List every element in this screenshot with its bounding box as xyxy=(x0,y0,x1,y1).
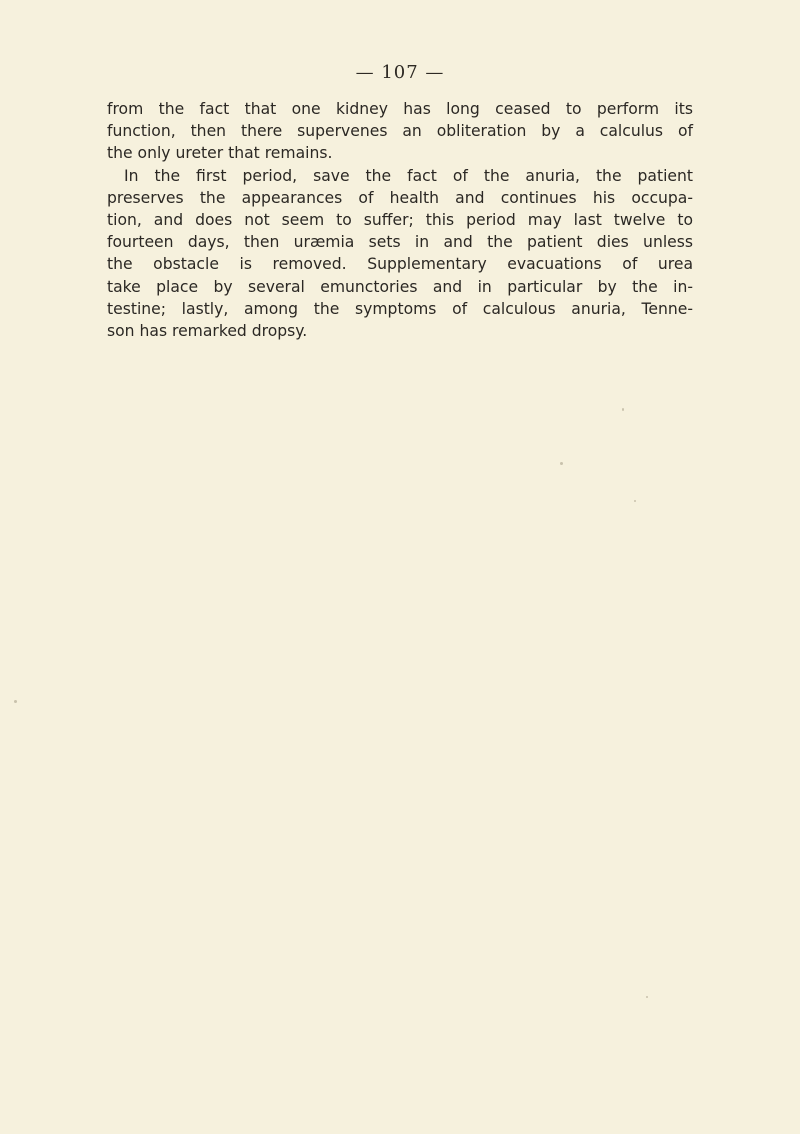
text-line: testine; lastly, among the symptoms of calculous anuria, Tenne- xyxy=(107,299,693,318)
body-text xyxy=(107,98,693,342)
paper-speck xyxy=(622,408,624,411)
text-line: fourteen days, then uræmia sets in and the patient dies unless xyxy=(107,233,693,252)
paragraph-2 xyxy=(107,165,693,343)
text-line: take place by several emunctories and in particular by the in- xyxy=(107,277,693,296)
text-line: preserves the appearances of health and continues his occupa- xyxy=(107,188,693,207)
text-line: son has remarked dropsy. xyxy=(107,322,308,341)
paper-speck xyxy=(560,462,563,465)
text-line: the obstacle is removed. Supplementary evacuations of urea xyxy=(107,255,693,274)
paper-speck xyxy=(646,996,648,998)
text-line: tion, and does not seem to suffer; this period may last twelve to xyxy=(107,211,693,230)
text-line: function, then there supervenes an obliteration by a calculus of xyxy=(107,122,693,141)
text-line: In the first period, save the fact of the anuria, the patient xyxy=(124,166,693,185)
paragraph-1 xyxy=(107,98,693,165)
text-line: from the fact that one kidney has long ceased to perform its xyxy=(107,100,693,118)
paper-speck xyxy=(634,500,636,502)
paper-speck xyxy=(14,700,17,703)
text-line: the only ureter that remains. xyxy=(107,144,333,163)
page-number: — 107 — xyxy=(355,62,445,83)
